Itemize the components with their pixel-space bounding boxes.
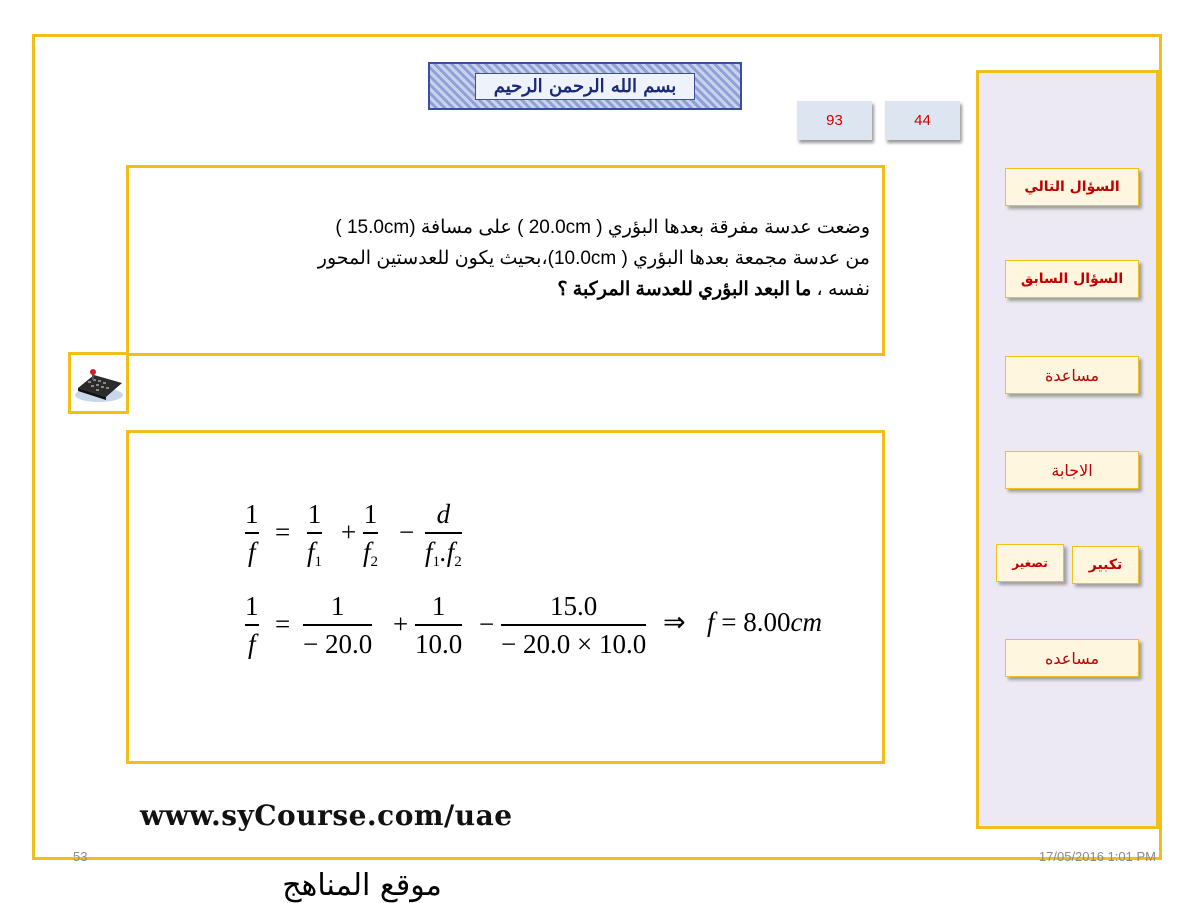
previous-question-button[interactable]: السؤال السابق: [1005, 260, 1139, 298]
question-line-3: [150, 274, 870, 305]
equals-sign-row2: =: [275, 609, 291, 639]
fraction-1-over-f2: 1 $f_2$: [363, 499, 379, 570]
website-url: www.syCourse.com/uae: [140, 799, 513, 832]
basmala-banner: [428, 62, 742, 110]
minus-sign: −: [399, 517, 415, 547]
plus-sign: +: [341, 517, 357, 547]
answer-button[interactable]: الاجابة: [1005, 451, 1139, 489]
zoom-in-button[interactable]: تكبير: [1072, 546, 1139, 584]
slide-datetime: 17/05/2016 1:01 PM: [1038, 849, 1156, 864]
fraction-d-over-f1f2: d $f_1.f_2$: [425, 499, 462, 570]
fraction-1-over-f-row2: 1 f: [245, 591, 259, 659]
site-name: موقع المناهج: [282, 868, 442, 903]
basmala-text: بسم الله الرحمن الرحيم: [475, 73, 696, 100]
next-question-button[interactable]: السؤال التالي: [1005, 168, 1139, 206]
keyboard-icon: [72, 361, 126, 405]
question-line-1: وضعت عدسة مفرقة بعدها البؤري ( 20.0cm ) على مسافة (15.0cm ): [335, 217, 870, 238]
fraction-1-over-f: 1 f: [245, 499, 259, 567]
equals-sign: =: [275, 517, 291, 547]
question-line-3-emphasis: ما البعد البؤري للعدسة المركبة ؟: [557, 279, 812, 300]
question-line-2: من عدسة مجمعة بعدها البؤري ( 10.0cm)،بحيث يكون للعدستين المحور: [317, 248, 870, 269]
fraction-1-over-neg20: 1 − 20.0: [303, 591, 373, 659]
result: f = 8.00cm: [707, 607, 822, 637]
help-secondary-button[interactable]: مساعده: [1005, 639, 1139, 677]
total-questions-counter: 93: [797, 101, 872, 140]
zoom-out-button[interactable]: تصغير: [996, 544, 1064, 582]
implies-arrow: ⇒: [663, 607, 686, 637]
help-button[interactable]: مساعدة: [1005, 356, 1139, 394]
minus-sign-row2: −: [479, 609, 495, 639]
show-answer-icon-button[interactable]: [68, 352, 129, 414]
answer-box: [126, 430, 885, 764]
current-question-counter: 44: [885, 101, 960, 140]
question-text: [150, 212, 870, 305]
fraction-1-over-10: 1 10.0: [415, 591, 463, 659]
question-line-3-start: نفسه ،: [811, 279, 870, 300]
question-box: [126, 165, 885, 356]
fraction-15-over-product: 15.0 − 20.0 × 10.0: [501, 591, 647, 659]
plus-sign-row2: +: [393, 609, 409, 639]
fraction-1-over-f1: 1 $f_1$: [307, 499, 323, 570]
slide-number: 53: [73, 849, 88, 864]
